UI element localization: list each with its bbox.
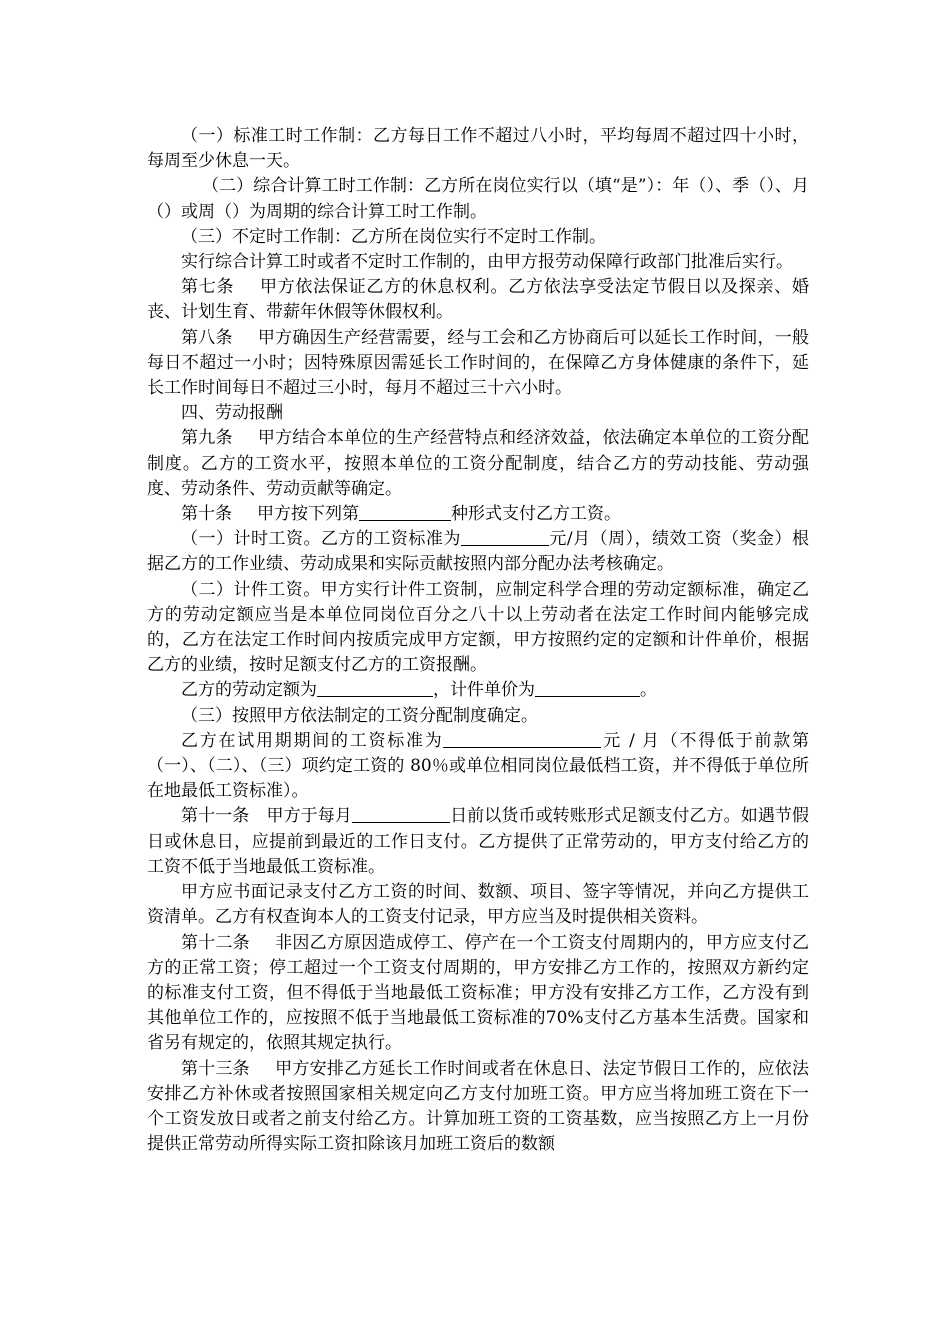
quota-pre: 乙方的劳动定额为 [181, 680, 317, 701]
document-page [147, 124, 809, 1157]
clause-quota [147, 678, 809, 703]
article-12-number: 第十二条 [181, 932, 250, 953]
quota-blank[interactable] [317, 678, 433, 697]
quota-post: 。 [640, 680, 657, 701]
article-12 [147, 931, 809, 1057]
pay-day-blank[interactable] [352, 804, 450, 823]
clause-standard-hours: （一）标准工时工作制：乙方每日工作不超过八小时，平均每周不超过四十小时，每周至少休息一天。 [147, 126, 809, 172]
article-7-number: 第七条 [181, 277, 235, 298]
quota-mid: ，计件单价为 [433, 680, 535, 701]
section-heading-remuneration: 四、劳动报酬 [181, 403, 283, 424]
clause-wage-system: （三）按照甲方依法制定的工资分配制度确定。 [181, 705, 538, 726]
clause-comprehensive-hours: （二）综合计算工时工作制：乙方所在岗位实行以（填“是”）：年（）、季（）、月（）或周（）为周期的综合计算工时工作制。 [147, 176, 809, 222]
unit-price-blank[interactable] [535, 678, 640, 697]
time-wage-pre: （一）计时工资。乙方的工资标准为 [181, 529, 461, 550]
article-13-number: 第十三条 [181, 1058, 250, 1079]
clause-piece-wage: （二）计件工资。甲方实行计件工资制，应制定科学合理的劳动定额标准，确定乙方的劳动定额应当是本单位同岗位百分之八十以上劳动者在法定工作时间内能够完成的，乙方在法定工作时间内按质完成甲方定额，甲方按照约定的定额和计件单价，根据乙方的业绩，按时足额支付乙方的工资报酬。 [147, 579, 809, 676]
trial-wage-blank[interactable] [443, 729, 601, 748]
trial-wage-pre: 乙方在试用期期间的工资标准为 [181, 730, 444, 751]
clause-trial-wage [147, 729, 809, 805]
wage-form-blank[interactable] [359, 502, 451, 521]
trial-wage-post: 元 / 月（不得低于前款第（一）、（二）、（三）项约定工资的 80％或单位相同岗位最低档工资，并不得低于单位所在地最低工资标准）。 [147, 730, 809, 802]
article-13 [147, 1057, 809, 1158]
time-wage-post: 元/月（周），绩效工资（奖金）根据乙方的工作业绩、劳动成果和实际贡献按照内部分配办法考核确定。 [147, 529, 810, 575]
article-12-text: 非因乙方原因造成停工、停产在一个工资支付周期内的，甲方应支付乙方的正常工资；停工超过一个工资支付周期的，甲方安排乙方工作的，按照双方新约定的标准支付工资，但不得低于当地最低工资标准；甲方没有安排乙方工作，乙方没有到其他单位工作的，应按照不低于当地最低工资标准的70%支付乙方基本生活费。国家和省另有规定的，依照其规定执行。 [147, 932, 810, 1054]
article-8 [147, 326, 809, 402]
article-11-pre: 甲方于每月 [266, 806, 352, 827]
article-13-text: 甲方安排乙方延长工作时间或者在休息日、法定节假日工作的，应依法安排乙方补休或者按照国家相关规定向乙方支付加班工资。甲方应当将加班工资在下一个工资发放日或者之前支付给乙方。计算加班工资的工资基数，应当按照乙方上一月份提供正常劳动所得实际工资扣除该月加班工资后的数额 [147, 1058, 810, 1155]
clause-time-wage [147, 527, 809, 577]
article-8-number: 第八条 [181, 327, 233, 348]
article-9-text: 甲方结合本单位的生产经营特点和经济效益，依法确定本单位的工资分配制度。乙方的工资水平，按照本单位的工资分配制度，结合乙方的劳动技能、劳动强度、劳动条件、劳动贡献等确定。 [147, 428, 810, 499]
article-10-post: 种形式支付乙方工资。 [451, 504, 621, 525]
article-10-number: 第十条 [181, 504, 232, 525]
article-11-number: 第十一条 [181, 806, 250, 827]
article-9-number: 第九条 [181, 428, 233, 449]
clause-wage-record: 甲方应书面记录支付乙方工资的时间、数额、项目、签字等情况，并向乙方提供工资清单。乙方有权查询本人的工资支付记录，甲方应当及时提供相关资料。 [147, 882, 809, 928]
clause-flexible-hours: （三）不定时工作制：乙方所在岗位实行不定时工作制。 [181, 226, 606, 247]
article-9 [147, 426, 809, 502]
article-10 [147, 502, 809, 527]
article-7 [147, 275, 809, 325]
article-7-text: 甲方依法保证乙方的休息权利。乙方依法享受法定节假日以及探亲、婚丧、计划生育、带薪年休假等休假权利。 [147, 277, 810, 323]
article-11 [147, 804, 809, 880]
article-10-pre: 甲方按下列第 [257, 504, 359, 525]
time-wage-blank[interactable] [461, 527, 549, 546]
article-8-text: 甲方确因生产经营需要，经与工会和乙方协商后可以延长工作时间，一般每日不超过一小时；因特殊原因需延长工作时间的，在保障乙方身体健康的条件下，延长工作时间每日不超过三小时，每月不超过三十六小时。 [147, 327, 810, 399]
article-11-post: 日前以货币或转账形式足额支付乙方。如遇节假日或休息日，应提前到最近的工作日支付。乙方提供了正常劳动的，甲方支付给乙方的工资不低于当地最低工资标准。 [147, 806, 810, 877]
clause-approval: 实行综合计算工时或者不定时工作制的，由甲方报劳动保障行政部门批准后实行。 [181, 252, 793, 273]
